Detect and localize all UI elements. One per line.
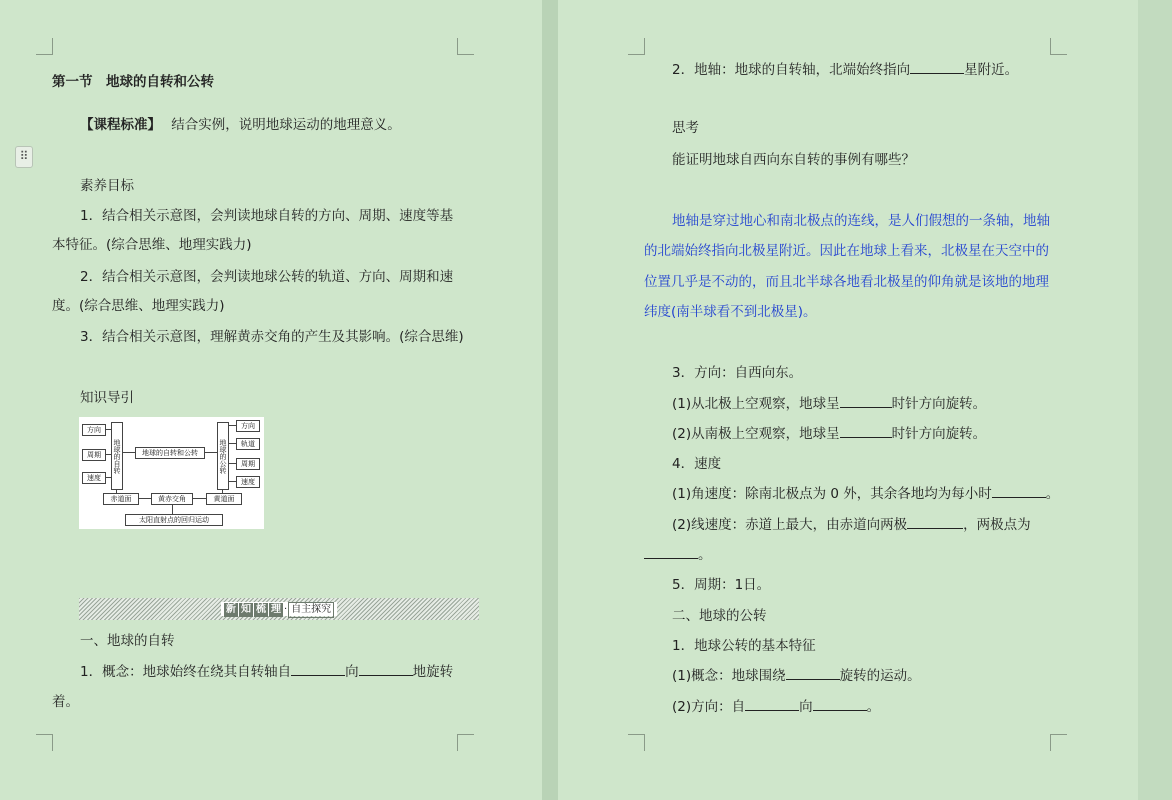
orbit-text: (1)概念：地球围绕 xyxy=(672,668,786,684)
page-right xyxy=(558,0,1138,800)
diag-revolution: 地球的公转 xyxy=(217,422,229,490)
diag-equator-plane: 赤道面 xyxy=(103,493,139,505)
diag-line xyxy=(139,498,151,499)
south-text: (2)从南极上空观察，地球呈 xyxy=(672,426,840,442)
banner-char: 新 xyxy=(226,604,236,615)
linear-speed-cont xyxy=(644,546,712,564)
concept-text: 地旋转 xyxy=(412,664,454,680)
section-banner xyxy=(79,598,479,620)
goals-heading: 素养目标 xyxy=(80,178,134,194)
angular-text: 。 xyxy=(1045,486,1060,502)
concept-line-1 xyxy=(80,663,453,681)
odir-text: (2)方向：自 xyxy=(672,699,746,715)
goal-3: 3．结合相关示意图，理解黄赤交角的产生及其影响。(综合思维) xyxy=(80,329,464,345)
banner-sub: 自主探究 xyxy=(288,602,334,618)
concept-text: 向 xyxy=(345,664,359,680)
answer-line-1: 地轴是穿过地心和南北极点的连线，是人们假想的一条轴，地轴 xyxy=(672,213,1050,229)
diag-left-period: 周期 xyxy=(82,449,106,461)
crop-mark xyxy=(1050,38,1067,55)
revolution-direction xyxy=(672,698,880,716)
page-left xyxy=(0,0,542,800)
odir-text: 向 xyxy=(799,699,813,715)
revolution-basics: 1．地球公转的基本特征 xyxy=(672,638,816,654)
diag-rotation: 地球的自转 xyxy=(111,422,123,490)
revolution-concept xyxy=(672,667,921,685)
diag-line xyxy=(222,489,223,493)
crop-mark xyxy=(628,38,645,55)
goal-2-line-1: 2．结合相关示意图，会判读地球公转的轨道、方向、周期和速 xyxy=(80,269,454,285)
diag-line xyxy=(172,504,173,514)
axis-text: 星附近。 xyxy=(964,62,1019,78)
section-1-heading: 一、地球的自转 xyxy=(80,633,175,649)
axis-line xyxy=(672,61,1018,79)
diag-line xyxy=(105,454,111,455)
answer-blank xyxy=(786,667,840,680)
goal-1-line-1: 1．结合相关示意图，会判读地球自转的方向、周期、速度等基 xyxy=(80,208,454,224)
section-title: 第一节 地球的自转和公转 xyxy=(52,74,214,90)
linear-speed xyxy=(672,516,1031,534)
crop-mark xyxy=(457,734,474,751)
answer-blank xyxy=(644,546,698,559)
diag-line xyxy=(193,498,206,499)
answer-blank xyxy=(992,485,1046,498)
diag-subsolar: 太阳直射点的回归运动 xyxy=(125,514,223,526)
direction-heading: 3．方向：自西向东。 xyxy=(672,365,803,381)
answer-line-2: 的北端始终指向北极星附近。因此在地球上看来，北极星在天空中的 xyxy=(644,243,1049,259)
right-margin xyxy=(1138,0,1172,800)
diag-line xyxy=(229,443,236,444)
answer-blank xyxy=(840,425,892,438)
answer-blank xyxy=(907,516,963,529)
concept-line-2: 着。 xyxy=(52,694,79,710)
course-standard xyxy=(80,116,401,134)
diag-line xyxy=(229,463,236,464)
period-line: 5．周期：1日。 xyxy=(672,577,771,593)
linear-text: (2)线速度：赤道上最大，由赤道向两极 xyxy=(672,517,908,533)
section-2-heading: 二、地球的公转 xyxy=(672,608,767,624)
speed-heading: 4．速度 xyxy=(672,456,722,472)
std-label: 【课程标准】 xyxy=(80,117,161,133)
answer-blank xyxy=(910,61,964,74)
diag-obliquity: 黄赤交角 xyxy=(151,493,193,505)
crop-mark xyxy=(36,38,53,55)
diag-ecliptic-plane: 黄道面 xyxy=(206,493,242,505)
diag-right-direction: 方向 xyxy=(236,420,260,432)
linear-text: 。 xyxy=(698,547,712,563)
diag-right-orbit: 轨道 xyxy=(236,438,260,450)
crop-mark xyxy=(1050,734,1067,751)
guide-heading: 知识导引 xyxy=(80,390,134,406)
answer-blank xyxy=(840,395,892,408)
diag-center: 地球的自转和公转 xyxy=(135,447,205,459)
goal-1-line-2: 本特征。(综合思维、地理实践力) xyxy=(52,237,252,253)
odir-text: 。 xyxy=(866,699,881,715)
concept-text: 1．概念：地球始终在绕其自转轴自 xyxy=(80,664,292,680)
answer-line-3: 位置几乎是不动的，而且北半球各地看北极星的仰角就是该地的地理 xyxy=(644,274,1049,290)
page-gutter xyxy=(542,0,558,800)
diag-line xyxy=(229,425,236,426)
crop-mark xyxy=(36,734,53,751)
banner-sep: · xyxy=(284,604,288,615)
diag-line xyxy=(229,481,236,482)
answer-blank xyxy=(359,663,413,676)
think-label: 思考 xyxy=(672,120,699,136)
diag-line xyxy=(105,477,111,478)
banner-char: 理 xyxy=(271,604,281,615)
answer-blank xyxy=(745,698,799,711)
diag-line xyxy=(205,452,217,453)
diag-line xyxy=(105,429,111,430)
drag-handle-icon[interactable]: ⠿ xyxy=(15,146,33,168)
banner-char: 梳 xyxy=(256,604,266,615)
north-text: 时针方向旋转。 xyxy=(891,396,987,412)
angular-speed xyxy=(672,485,1059,503)
diag-line xyxy=(116,489,117,493)
banner-char: 知 xyxy=(241,604,251,615)
north-view xyxy=(672,395,986,413)
north-text: (1)从北极上空观察，地球呈 xyxy=(672,396,840,412)
axis-text: 2．地轴：地球的自转轴，北端始终指向 xyxy=(672,62,911,78)
diag-line xyxy=(123,452,135,453)
knowledge-diagram xyxy=(79,417,264,529)
crop-mark xyxy=(457,38,474,55)
south-text: 时针方向旋转。 xyxy=(891,426,987,442)
south-view xyxy=(672,425,986,443)
banner-label xyxy=(221,602,337,616)
orbit-text: 旋转的运动。 xyxy=(839,668,921,684)
answer-blank xyxy=(291,663,345,676)
goal-2-line-2: 度。(综合思维、地理实践力) xyxy=(52,298,225,314)
diag-right-speed: 速度 xyxy=(236,476,260,488)
answer-blank xyxy=(813,698,867,711)
angular-text: (1)角速度：除南北极点为 0 外，其余各地均为每小时 xyxy=(672,486,992,502)
diag-left-speed: 速度 xyxy=(82,472,106,484)
std-text: 结合实例，说明地球运动的地理意义。 xyxy=(171,117,401,133)
diag-left-direction: 方向 xyxy=(82,424,106,436)
answer-line-4: 纬度(南半球看不到北极星)。 xyxy=(644,304,817,320)
crop-mark xyxy=(628,734,645,751)
linear-text: ，两极点为 xyxy=(963,517,1031,533)
think-question: 能证明地球自西向东自转的事例有哪些？ xyxy=(672,152,915,168)
diag-right-period: 周期 xyxy=(236,458,260,470)
